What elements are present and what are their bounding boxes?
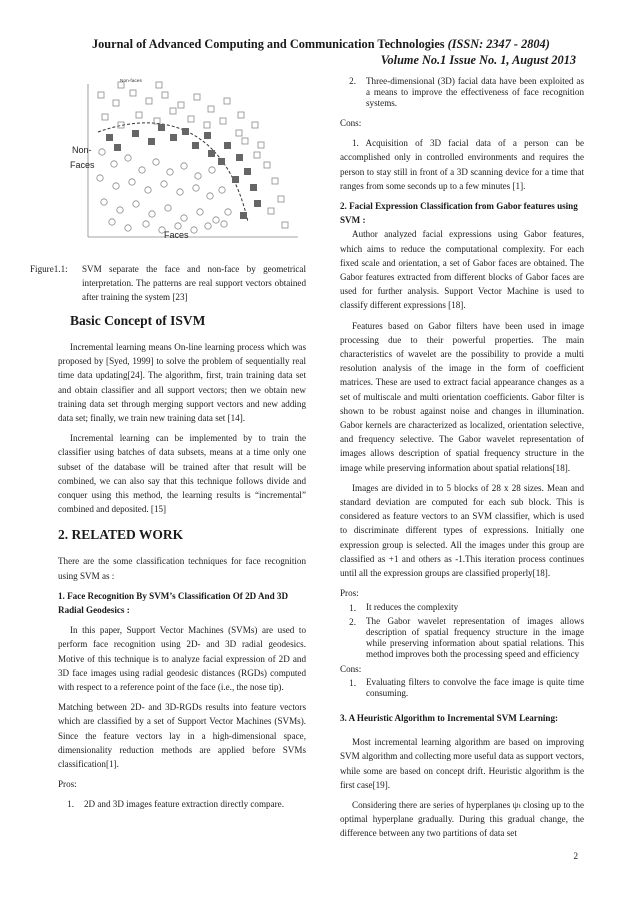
svm-figure <box>58 72 306 252</box>
face-point <box>191 227 197 233</box>
non-face-point <box>136 112 142 118</box>
non-face-point <box>102 114 108 120</box>
support-vector-thumb <box>148 138 155 145</box>
face-point <box>205 223 211 229</box>
sub3-title: 3. A Heuristic Algorithm to Incremental SVM Learning: <box>340 712 559 723</box>
sub2-title: 2. Facial Expression Classification from Gabor features using SVM : <box>340 201 578 226</box>
face-point <box>145 187 151 193</box>
face-point <box>101 199 107 205</box>
list-item: 1. Evaluating filters to convolve the face image is quite time consuming. <box>349 677 584 699</box>
face-point <box>167 169 173 175</box>
face-point <box>195 173 201 179</box>
figure-caption <box>30 262 306 305</box>
face-point <box>97 175 103 181</box>
fig-left-label-1: Non- <box>72 145 92 155</box>
non-face-point <box>178 102 184 108</box>
journal-volume: Volume No.1 Issue No. 1, August 2013 <box>380 53 576 67</box>
non-face-point <box>224 98 230 104</box>
face-point <box>177 189 183 195</box>
face-point <box>111 161 117 167</box>
face-point <box>125 155 131 161</box>
non-face-point <box>188 116 194 122</box>
non-face-point <box>264 162 270 168</box>
list-item: 2. Three-dimensional (3D) facial data have been exploited as a means to improve the effectiveness of face recognition systems. <box>349 75 584 108</box>
face-point <box>165 205 171 211</box>
journal-header <box>92 37 592 52</box>
sub3-p2: Considering there are series of hyperplanes ψₜ closing up to the optimal hyperplane gradually. During this gradual change, the difference between any two partitions of data set <box>340 799 584 839</box>
fig-bottom-label: Faces <box>164 230 189 240</box>
basic-p2: Incremental learning can be implemented by to train the classifier using batches of data subsets, means at a time only one subset of the database will be trained after that result will be combined, we can also say that this technique follows divide and conquer using this method, the learning results is “incremental” combined and deposited. [15] <box>58 433 306 515</box>
sub3-p1: Most incremental learning algorithm are based on improving SVM algorithm and collecting more useful data as support vectors, while some are based on concept drift. Heuristic algorithm is the first case[19]. <box>340 737 584 790</box>
face-points <box>97 149 231 233</box>
pros-label-right: Pros: <box>340 588 359 599</box>
face-point <box>117 207 123 213</box>
cons-label-2: Cons: <box>340 663 362 674</box>
left-column <box>58 312 306 812</box>
support-vector-thumb <box>218 158 225 165</box>
face-point <box>125 225 131 231</box>
non-face-point <box>254 152 260 158</box>
fig-left-label-2: Faces <box>70 160 95 170</box>
non-face-point <box>242 138 248 144</box>
face-point <box>161 181 167 187</box>
non-face-point <box>162 92 168 98</box>
sub2-p3: Images are divided in to 5 blocks of 28 x 28 sizes. Mean and standard deviation are computed for each sub block. This is considered as feature vectors to an SVM classifier, which is used to discriminate different types of expressions. Initially one expression group is selected. All the images under this group are classified as +1 and others as -1.This iteration process continues until all the expression groups are classified properly[18]. <box>340 482 584 579</box>
basic-concept-title: Basic Concept of ISVM <box>70 313 206 328</box>
sub1-title: 1. Face Recognition By SVM’s Classification Of 2D And 3D Radial Geodesics : <box>58 590 289 616</box>
non-face-point <box>208 106 214 112</box>
non-face-point <box>194 94 200 100</box>
basic-p1: Incremental learning means On-line learning process which was proposed by [Syed, 1999] to solve the problem of sequentially real time data updating[24]. The algorithm, first, train training data set and obtain classifier and all support vectors; then we obtain new training data set through merging support vectors and new adding data set; finally, we train new training data set [14]. <box>58 342 306 424</box>
support-vector-thumb <box>204 132 211 139</box>
non-face-point <box>282 222 288 228</box>
support-vector-thumb <box>250 184 257 191</box>
support-vector-thumb <box>170 134 177 141</box>
face-point <box>197 209 203 215</box>
face-point <box>219 187 225 193</box>
face-point <box>153 159 159 165</box>
non-face-point <box>170 108 176 114</box>
support-vector-thumb <box>244 168 251 175</box>
face-point <box>209 167 215 173</box>
face-point <box>207 193 213 199</box>
right-column <box>340 74 584 841</box>
non-face-point <box>113 100 119 106</box>
cons-label-1: Cons: <box>340 118 362 128</box>
list-item: 1. It reduces the complexity <box>349 602 459 613</box>
non-face-point <box>204 122 210 128</box>
page-number: 2 <box>573 851 578 861</box>
related-work-title: 2. RELATED WORK <box>58 527 184 543</box>
support-vector-thumb <box>114 144 121 151</box>
list-item: 1. 2D and 3D images feature extraction directly compare. <box>67 798 284 810</box>
support-vector-thumb <box>208 150 215 157</box>
support-vector-thumb <box>106 134 113 141</box>
non-face-point <box>146 98 152 104</box>
sub2-p1: Author analyzed facial expressions using Gabor features, which aims to reduce the computational complexity. For each fixed scale and orientation, a set of Gabor faces are obtained. The Gabor features extracted from different blocks of Gabor faces are used for further analysis. Support Vector Machine is used to classify different expressions [18]. <box>340 229 584 311</box>
face-point <box>225 209 231 215</box>
non-face-point <box>238 112 244 118</box>
face-point <box>143 221 149 227</box>
cons-p: 1. Acquisition of 3D facial data of a person can be accomplished only in controlled environments and requires the person to stay still in front of a 3D scanning device for a time that ranges from some seconds up to a few minutes [1]. <box>340 138 584 191</box>
face-point <box>99 149 105 155</box>
face-point <box>113 183 119 189</box>
face-point <box>181 215 187 221</box>
pros-label-left: Pros: <box>58 779 77 790</box>
sub2-p2: Features based on Gabor filters have been used in image processing due to their powerful properties. The main characteristics of wavelet are the possibility to provide a multi resolution analysis of the image in the form of coefficient matrices. These are used to extract facial appearance changes as a set of multiscale and multi orientation coefficients. Gabor filter is shown to be robust against noise and changes in illumination. Gabor kernels are characterized as localized, orientation selective, and frequency selective. The Gabor wavelet representation of images allows description of spatial frequency structure in the image while preserving information about spatial relations[18]. <box>340 320 584 473</box>
face-point <box>175 223 181 229</box>
caption-label: Figure1.1: <box>30 264 68 274</box>
face-point <box>109 219 115 225</box>
support-vector-thumb <box>192 142 199 149</box>
list-item: 2. The Gabor wavelet representation of images allows description of spatial frequency structure in the image while preserving information about spatial relations. This method improves both the processing speed and efficiency <box>349 616 584 660</box>
journal-issn: (ISSN: 2347 - 2804) <box>447 37 550 51</box>
face-point <box>129 179 135 185</box>
face-point <box>181 163 187 169</box>
non-face-point <box>258 142 264 148</box>
caption-text: SVM separate the face and non-face by geometrical interpretation. The patterns are real support vectors obtained after training the system [23] <box>82 264 306 303</box>
sub1-p2: Matching between 2D- and 3D-RGDs results into feature vectors which are classified by a set of Support Vector Machines (SVMs). Since the feature vectors lay in a high-dimensional space, dimensionality reduction methods are applied before SVMs classification[1]. <box>58 702 306 770</box>
support-vector-thumb <box>132 130 139 137</box>
non-face-point <box>220 118 226 124</box>
support-vector-thumb <box>232 176 239 183</box>
non-face-point <box>156 82 162 88</box>
non-face-point <box>130 90 136 96</box>
journal-name: Journal of Advanced Computing and Communication Technologies <box>92 37 445 51</box>
face-point <box>149 211 155 217</box>
support-vector-thumbnails <box>106 124 261 219</box>
sub1-p1: In this paper, Support Vector Machines (SVMs) are used to perform face recognition using 2D- and 3D radial geodesics. Motive of this technique is to analyze facial expression of 2D and 3D face images using radial geodesic distances (RGDs) computed with respect to a reference point of the face (i.e., the nose tip). <box>58 625 306 693</box>
face-point <box>221 221 227 227</box>
support-vector-thumb <box>236 154 243 161</box>
face-point <box>193 185 199 191</box>
svm-scatter-diagram <box>58 72 306 252</box>
non-face-point <box>252 122 258 128</box>
support-vector-thumb <box>254 200 261 207</box>
related-intro: There are the some classification techniques for face recognition using SVM as : <box>58 556 306 581</box>
face-point <box>139 167 145 173</box>
non-face-point <box>272 178 278 184</box>
face-point <box>213 217 219 223</box>
support-vector-thumb <box>158 124 165 131</box>
support-vector-thumb <box>182 128 189 135</box>
non-face-point <box>236 130 242 136</box>
support-vector-thumb <box>240 212 247 219</box>
support-vector-thumb <box>224 142 231 149</box>
non-face-point <box>268 208 274 214</box>
fig-top-label: Non-faces <box>120 79 142 84</box>
face-point <box>133 201 139 207</box>
non-face-point <box>278 196 284 202</box>
non-face-point <box>98 92 104 98</box>
